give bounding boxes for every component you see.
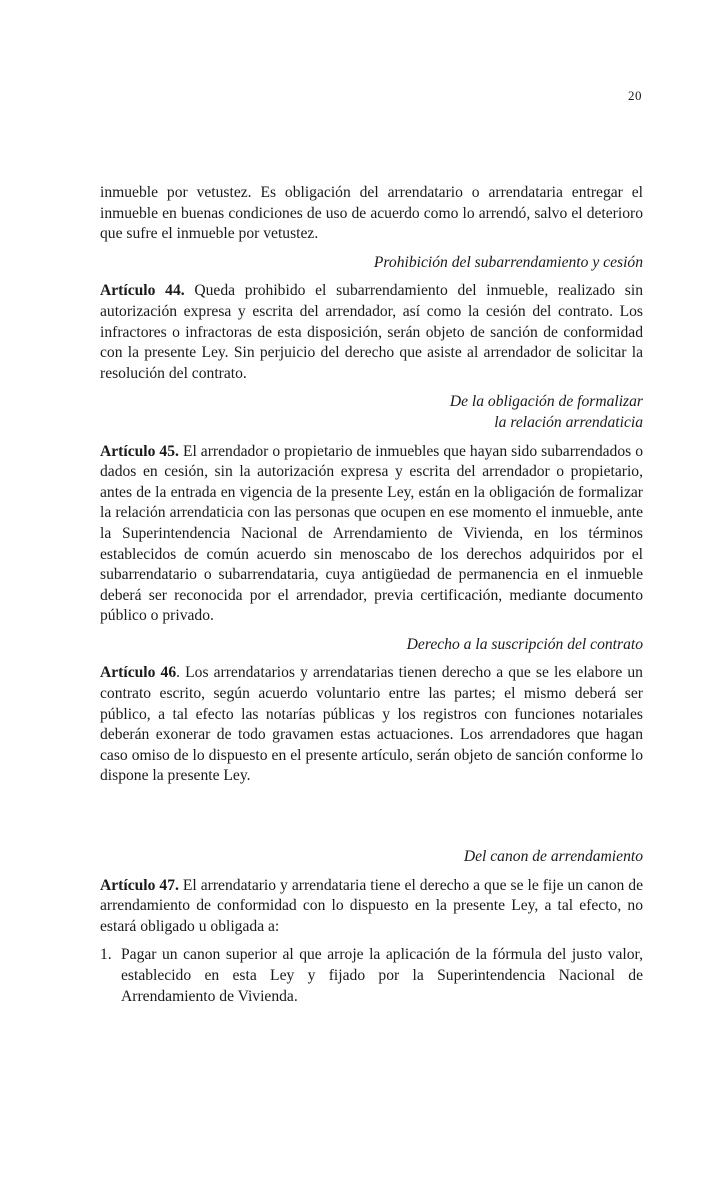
article-46 xyxy=(100,663,643,787)
section-heading-45 xyxy=(100,392,643,433)
list-item-number: 1. xyxy=(100,946,112,964)
page-number: 20 xyxy=(628,88,642,103)
article-45 xyxy=(100,442,643,627)
section-heading-44 xyxy=(100,253,643,274)
article-label: Artículo 45. xyxy=(100,442,179,460)
section-heading-47 xyxy=(100,847,643,868)
heading-line: Prohibición del subarrendamiento y cesión xyxy=(373,253,643,271)
article-44 xyxy=(100,281,643,384)
article-label: Artículo 44. xyxy=(100,282,185,300)
list-item xyxy=(100,945,643,1007)
section-heading-46 xyxy=(100,635,643,656)
heading-line: Derecho a la suscripción del contrato xyxy=(406,635,643,653)
article-label: Artículo 47. xyxy=(100,876,179,894)
heading-line: la relación arrendaticia xyxy=(494,413,643,431)
article-label: Artículo 46 xyxy=(100,664,177,682)
list-item-text: Pagar un canon superior al que arroje la aplicación de la fórmula del justo valor, establecido en esta Ley y fijado por la Superintendencia Nacional de Arrendamiento de Vivienda. xyxy=(121,946,643,1005)
article-text: . Los arrendatarios y arrendatarias tienen derecho a que se les elabore un contrato escrito, según acuerdo voluntario entre las partes; el mismo deberá ser público, a tal efecto las notarías públicas y los registros con funciones notariales deberán exonerar de todo gravamen estas actuaciones. Los arrendadores que hagan caso omiso de lo dispuesto en el presente artículo, serán objeto de sanción conforme lo dispone la presente Ley. xyxy=(100,664,643,785)
numbered-list xyxy=(100,945,643,1007)
heading-line: Del canon de arrendamiento xyxy=(463,848,643,866)
article-text: El arrendador o propietario de inmuebles que hayan sido subarrendados o dados en cesión, sin la autorización expresa y escrita del arrendador o propietario, antes de la entrada en vigencia de la presente Ley, están en la obligación de formalizar la relación arrendaticia con las personas que ocupen en ese momento el inmueble, ante la Superintendencia Nacional de Arrendamiento de Vivienda, en los términos establecidos de común acuerdo sin menoscabo de los derechos adquiridos por el subarrendatario o subarrendataria, cuya antigüedad de permanencia en el inmueble deberá ser reconocida por el arrendador, previa certificación, mediante documento público o privado. xyxy=(100,442,643,625)
intro-paragraph: inmueble por vetustez. Es obligación del arrendatario o arrendataria entregar el inmueble en buenas condiciones de uso de acuerdo como lo arrendó, salvo el deterioro que sufre el inmueble por vetustez. xyxy=(100,184,643,243)
article-text: Queda prohibido el subarrendamiento del inmueble, realizado sin autorización expresa y escrita del arrendador, así como la cesión del contrato. Los infractores o infractoras de esta disposición, serán objeto de sanción de conformidad con la presente Ley. Sin perjuicio del derecho que asiste al arrendador de solicitar la resolución del contrato. xyxy=(100,282,643,382)
document-body xyxy=(100,183,643,1007)
article-text: El arrendatario y arrendataria tiene el derecho a que se le fije un canon de arrendamiento de conformidad con lo dispuesto en la presente Ley, a tal efecto, no estará obligado u obligada a: xyxy=(100,876,643,935)
article-47 xyxy=(100,876,643,938)
heading-line: De la obligación de formalizar xyxy=(449,393,643,411)
section-gap xyxy=(100,795,643,847)
